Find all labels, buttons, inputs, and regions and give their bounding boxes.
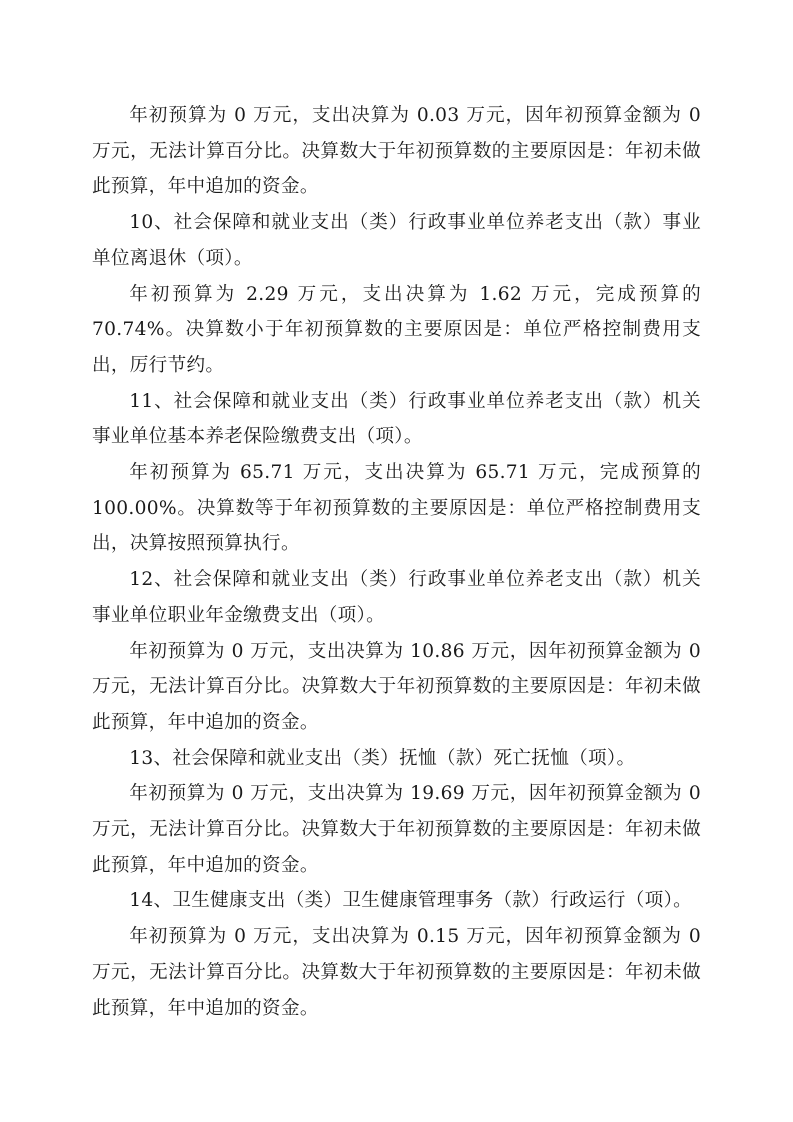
paragraph-item-12-detail: 年初预算为 0 万元，支出决算为 10.86 万元，因年初预算金额为 0 万元，无法计算百分比。决算数大于年初预算数的主要原因是：年初未做此预算，年中追加的资金。: [92, 640, 701, 733]
document-page: [92, 98, 701, 1026]
paragraph-item-10-heading: 10、社会保障和就业支出（类）行政事业单位养老支出（款）事业单位离退休（项）。: [92, 212, 701, 269]
paragraph-budget-item-9-detail: 年初预算为 0 万元，支出决算为 0.03 万元，因年初预算金额为 0 万元，无法计算百分比。决算数大于年初预算数的主要原因是：年初未做此预算，年中追加的资金。: [92, 105, 701, 198]
paragraph-item-13-heading: 13、社会保障和就业支出（类）抚恤（款）死亡抚恤（项）。: [129, 747, 636, 769]
paragraph-item-14-detail: 年初预算为 0 万元，支出决算为 0.15 万元，因年初预算金额为 0 万元，无法计算百分比。决算数大于年初预算数的主要原因是：年初未做此预算，年中追加的资金。: [92, 926, 701, 1019]
paragraph-item-13-detail: 年初预算为 0 万元，支出决算为 19.69 万元，因年初预算金额为 0 万元，无法计算百分比。决算数大于年初预算数的主要原因是：年初未做此预算，年中追加的资金。: [92, 783, 701, 876]
paragraph-item-14-heading: 14、卫生健康支出（类）卫生健康管理事务（款）行政运行（项）。: [129, 890, 693, 912]
paragraph-item-11-detail: 年初预算为 65.71 万元，支出决算为 65.71 万元，完成预算的 100.00%。决算数等于年初预算数的主要原因是：单位严格控制费用支出，决算按照预算执行。: [92, 462, 701, 555]
paragraph-item-11-heading: 11、社会保障和就业支出（类）行政事业单位养老支出（款）机关事业单位基本养老保险缴费支出（项）。: [92, 390, 701, 448]
paragraph-item-10-detail: 年初预算为 2.29 万元，支出决算为 1.62 万元，完成预算的 70.74%。决算数小于年初预算数的主要原因是：单位严格控制费用支出，厉行节约。: [92, 283, 701, 376]
paragraph-item-12-heading: 12、社会保障和就业支出（类）行政事业单位养老支出（款）机关事业单位职业年金缴费支出（项）。: [92, 569, 701, 626]
